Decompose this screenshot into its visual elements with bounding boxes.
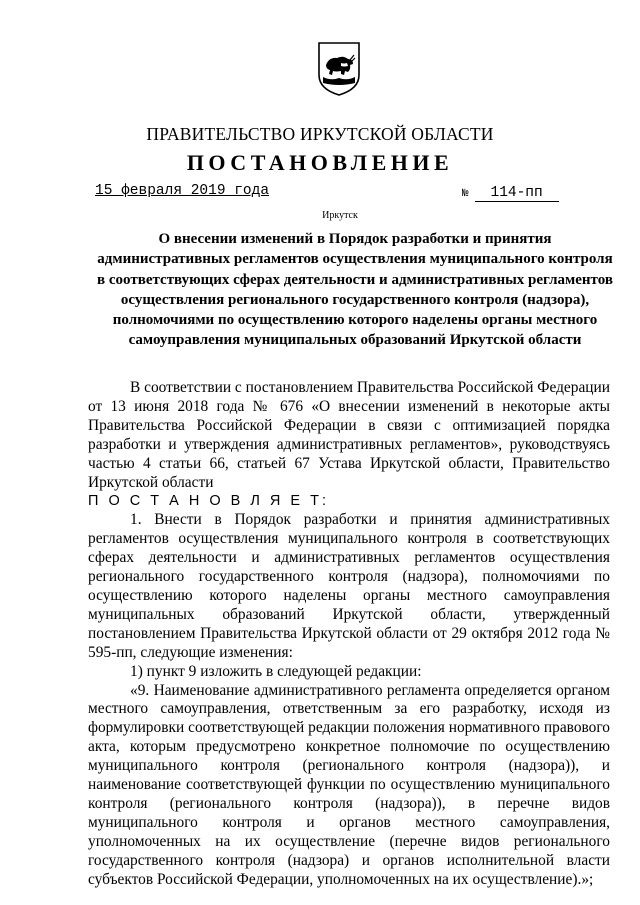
subitem-1-paragraph: 1) пункт 9 изложить в следующей редакции: (130, 662, 422, 680)
decree-word: П О С Т А Н О В Л Я Е Т: (88, 493, 329, 510)
document-city: Иркутск (322, 210, 358, 221)
document-date (95, 183, 269, 199)
document-date-value: 15 февраля 2019 года (95, 183, 270, 199)
document-number (462, 185, 559, 202)
government-name: ПРАВИТЕЛЬСТВО ИРКУТСКОЙ ОБЛАСТИ (146, 124, 494, 144)
preamble-paragraph: В соответствии с постановлением Правительства Российской Федерации от 13 июня 2018 года № 676 «О внесении изменений в некоторые акты Правительства Российской Федерации в связи с оптимизацией порядка разработки и утверждения административных регламентов», руководствуясь частью 4 статьи 66, статьей 67 Устава Иркутской области, Правительство Иркутской области (88, 379, 610, 491)
number-sign: № (462, 188, 469, 200)
document-heading: О внесении изменений в Порядок разработки и принятия административных регламентов осуществления муниципального контроля в соответствующих сферах деятельности и административных регламентов осуществления регионального государственного контроля (надзора), полномочиями по осуществлению которого наделены органы местного самоуправления муниципальных образований Иркутской области (97, 231, 613, 349)
irkutsk-coat-of-arms-icon (317, 41, 361, 97)
document-number-value: 114-пп (475, 185, 559, 202)
item-1-paragraph: 1. Внести в Порядок разработки и принятия административных регламентов осуществления муниципального контроля в соответствующих сферах деятельности и административных регламентов осуществления регионального государственного контроля (надзора), полномочиями по осуществлению которого наделены органы местного самоуправления муниципальных образований Иркутской области, утвержденный постановлением Правительства Иркутской области от 29 октября 2012 года № 595-пп, следующие изменения: (88, 511, 610, 661)
document-type: ПОСТАНОВЛЕНИЕ (186, 150, 454, 175)
quoted-paragraph: «9. Наименование административного регламента определяется органом местного самоуправления, ответственным за его разработку, исходя из формулировки соответствующей редакции положения нормативного правового акта, которым предусмотрено конкретное полномочие по осуществлению муниципального контроля (регионального контроля (надзора)), и наименование соответствующей функции по осуществлению муниципального контроля (регионального контроля (надзора)), в перечне видов муниципального контроля и органов местного самоуправления, уполномоченных на их осуществление (перечне видов регионального государственного контроля (надзора) и органов исполнительной власти субъектов Российской Федерации, уполномоченных на их осуществление).»; (88, 681, 610, 888)
document-body (88, 379, 610, 889)
